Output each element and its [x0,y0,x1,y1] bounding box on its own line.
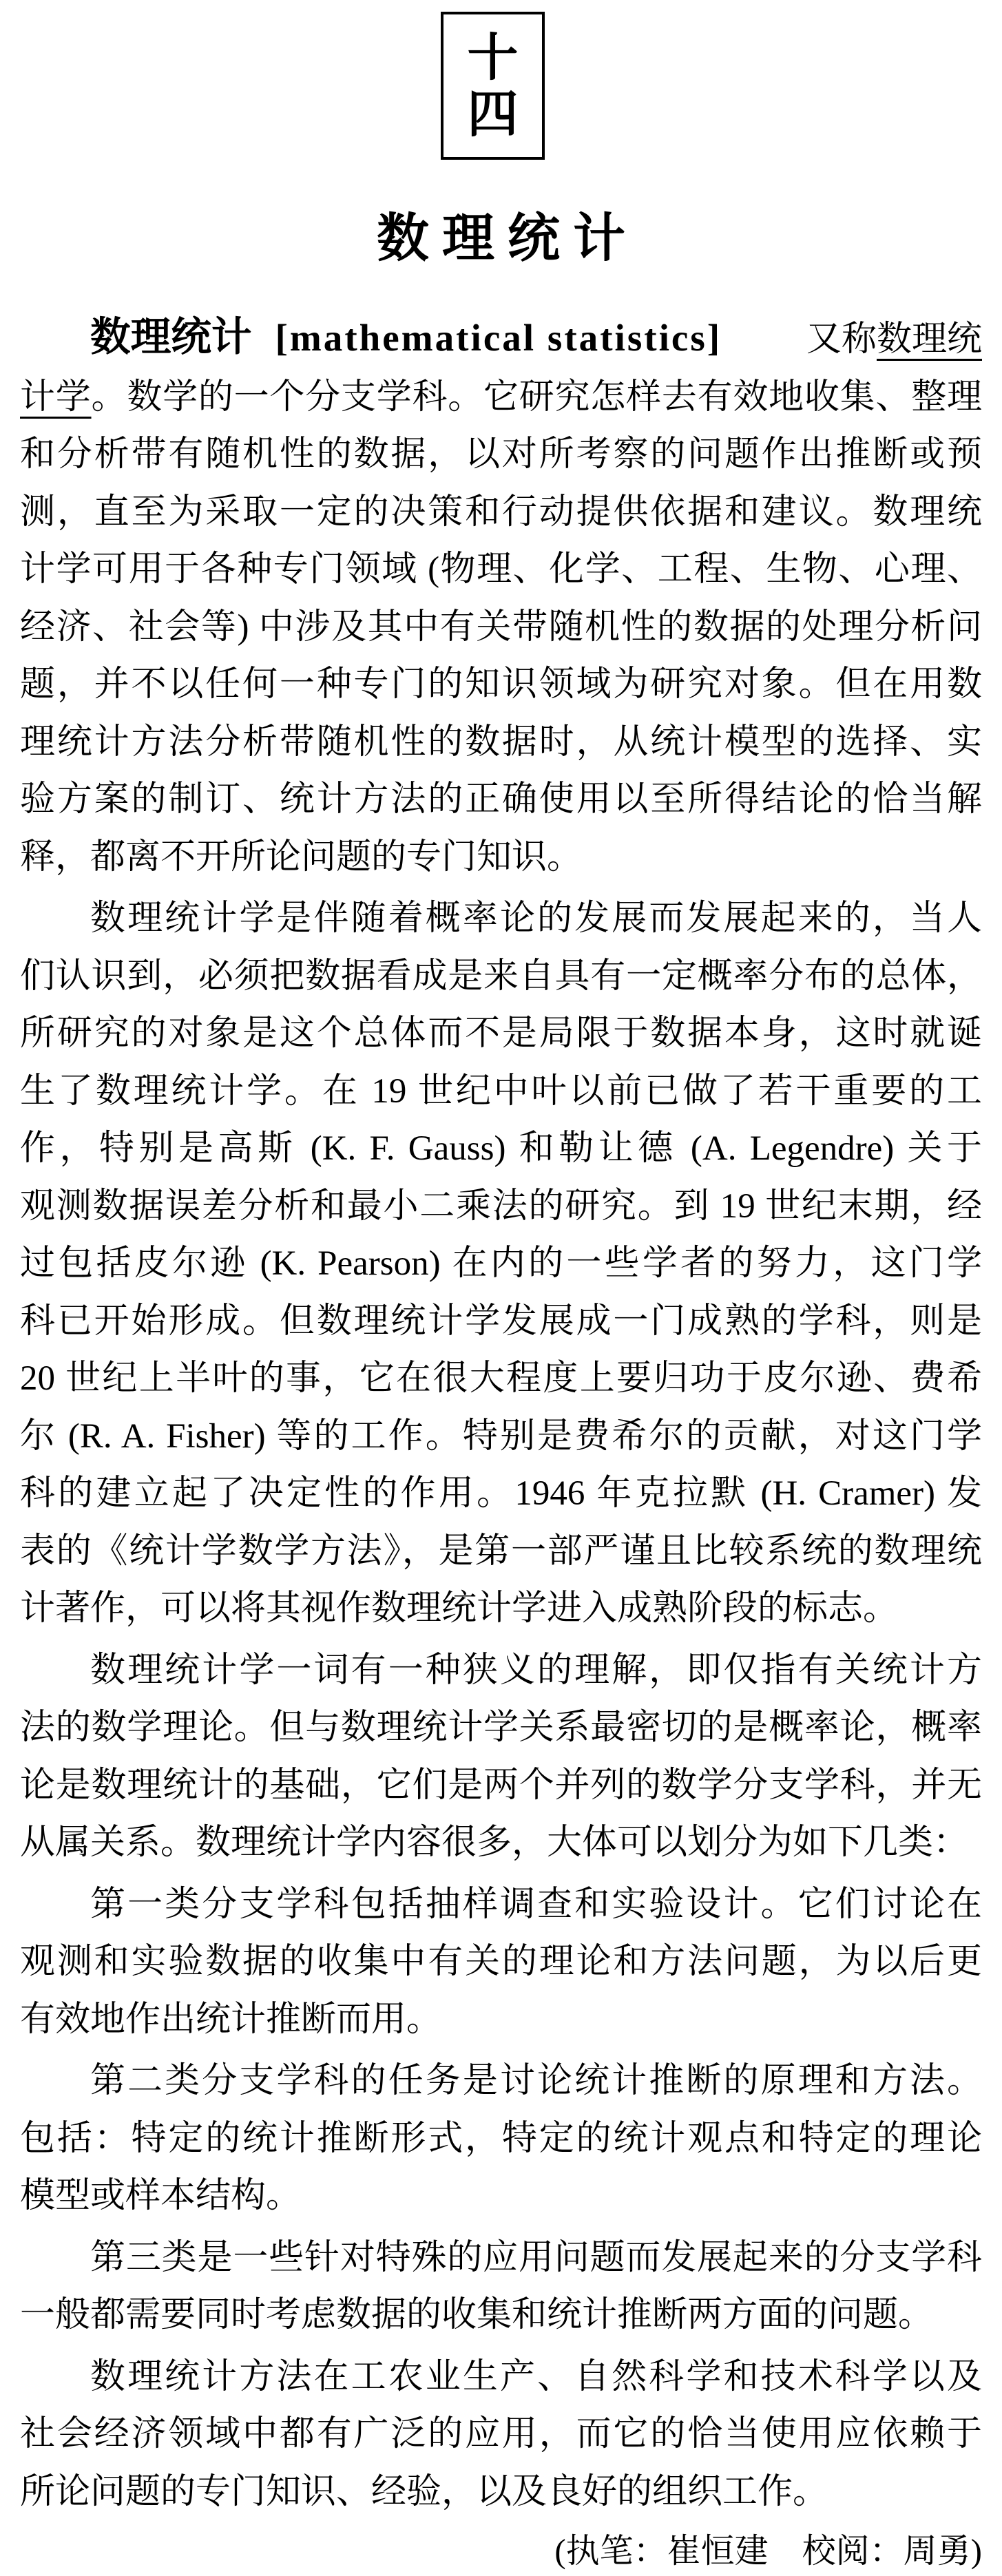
text-line: 生了数理统计学。在 19 世纪中叶以前已做了若干重要的工 [20,1071,982,1111]
text-line: 模型或样本结构。 [20,2177,302,2215]
text-line: 验方案的制订、统计方法的正确使用以至所得结论的恰当解 [20,780,982,819]
text-line: 计著作，可以将其视作数理统计学进入成熟阶段的标志。 [20,1589,899,1628]
paragraph [20,890,982,1638]
paragraph [20,2349,982,2522]
text-line: 释，都离不开所论问题的专门知识。 [20,837,583,877]
text-line: 有效地作出统计推断而用。 [20,2000,442,2039]
alias-prefix: 又称 [806,320,877,359]
entry-heading-line [20,308,982,369]
text-line: 数理统计学是伴随着概率论的发展而发展起来的，当人 [90,899,982,938]
text-line: 所研究的对象是这个总体而不是局限于数据本身，这时就诞 [20,1014,982,1053]
text-line-rest: 。数学的一个分支学科。它研究怎样去有效地收集、整理 [91,377,982,417]
text-line: 观测和实验数据的收集中有关的理论和方法问题，为以后更 [20,1943,982,1981]
text-line: 第二类分支学科的任务是讨论统计推断的原理和方法。 [90,2062,982,2100]
text-line: 数理统计学一词有一种狭义的理解，即仅指有关统计方 [90,1651,982,1690]
text-line: 法的数学理论。但与数理统计学关系最密切的是概率论，概率 [20,1708,982,1747]
chapter-numeral-top: 十 [467,28,519,87]
text-line: 包括：特定的统计推断形式，特定的统计观点和特定的理论 [20,2119,982,2158]
text-line: 从属关系。数理统计学内容很多，大体可以划分为如下几类： [20,1823,969,1862]
text-line: 作，特别是高斯 (K. F. Gauss) 和勒让德 (A. Legendre) 关于 [20,1129,982,1168]
entry-headword: 数理统计 [90,313,252,360]
text-line: 所论问题的专门知识、经验，以及良好的组织工作。 [20,2472,828,2511]
text-line: 和分析带有随机性的数据，以对所考察的问题作出推断或预 [20,435,982,474]
entry-alias-group [806,311,982,369]
text-line: 一般都需要同时考虑数据的收集和统计推断两方面的问题。 [20,2296,934,2334]
author-byline: (执笔：崔恒建 校阅：周勇) [554,2532,982,2570]
text-line: 数理统计方法在工农业生产、自然科学和技术科学以及 [90,2357,982,2396]
paragraph [20,1642,982,1872]
text-line: 观测数据误差分析和最小二乘法的研究。到 19 世纪末期，经 [20,1186,982,1226]
chapter-numeral-bottom: 四 [467,84,519,144]
text-line: 第一类分支学科包括抽样调查和实验设计。它们讨论在 [90,1885,982,1924]
chapter-number-box [441,12,545,160]
text-line: 论是数理统计的基础，它们是两个并列的数学分支学科，并无 [20,1766,982,1805]
text-line: 测，直至为采取一定的决策和行动提供依据和建议。数理统 [20,492,982,532]
alias-term-part-1: 数理统 [876,320,982,359]
article-body [20,308,982,2521]
paragraph [20,308,982,886]
text-line: 理统计方法分析带随机性的数据时，从统计模型的选择、实 [20,722,982,762]
section-title: 数理统计 [377,207,638,269]
text-line: 尔 (R. A. Fisher) 等的工作。特别是费希尔的贡献，对这门学 [20,1416,982,1456]
paragraph [20,1876,982,2049]
text-line: 们认识到，必须把数据看成是来自具有一定概率分布的总体， [20,956,982,996]
text-line: 20 世纪上半叶的事，它在很大程度上要归功于皮尔逊、费希 [20,1359,982,1398]
text-line: 表的《统计学数学方法》，是第一部严谨且比较系统的数理统 [20,1531,982,1571]
text-line: 社会经济领域中都有广泛的应用，而它的恰当使用应依赖于 [20,2415,982,2453]
text-line [20,369,982,427]
text-line: 科已开始形成。但数理统计学发展成一门成熟的学科，则是 [20,1301,982,1341]
entry-headword-english: [mathematical statistics] [275,317,722,359]
text-line: 经济、社会等) 中涉及其中有关带随机性的数据的处理分析问 [20,607,982,647]
paragraph [20,2053,982,2226]
text-line: 过包括皮尔逊 (K. Pearson) 在内的一些学者的努力，这门学 [20,1244,982,1283]
text-line: 计学可用于各种专门领域 (物理、化学、工程、生物、心理、 [20,550,982,589]
alias-term-part-2: 计学 [20,377,92,417]
entry-headword-group [90,308,722,369]
text-line: 科的建立起了决定性的作用。1946 年克拉默 (H. Cramer) 发 [20,1474,982,1513]
text-line: 第三类是一些针对特殊的应用问题而发展起来的分支学科 [90,2238,982,2277]
text-line: 题，并不以任何一种专门的知识领域为研究对象。但在用数 [20,665,982,704]
paragraph [20,2230,982,2345]
